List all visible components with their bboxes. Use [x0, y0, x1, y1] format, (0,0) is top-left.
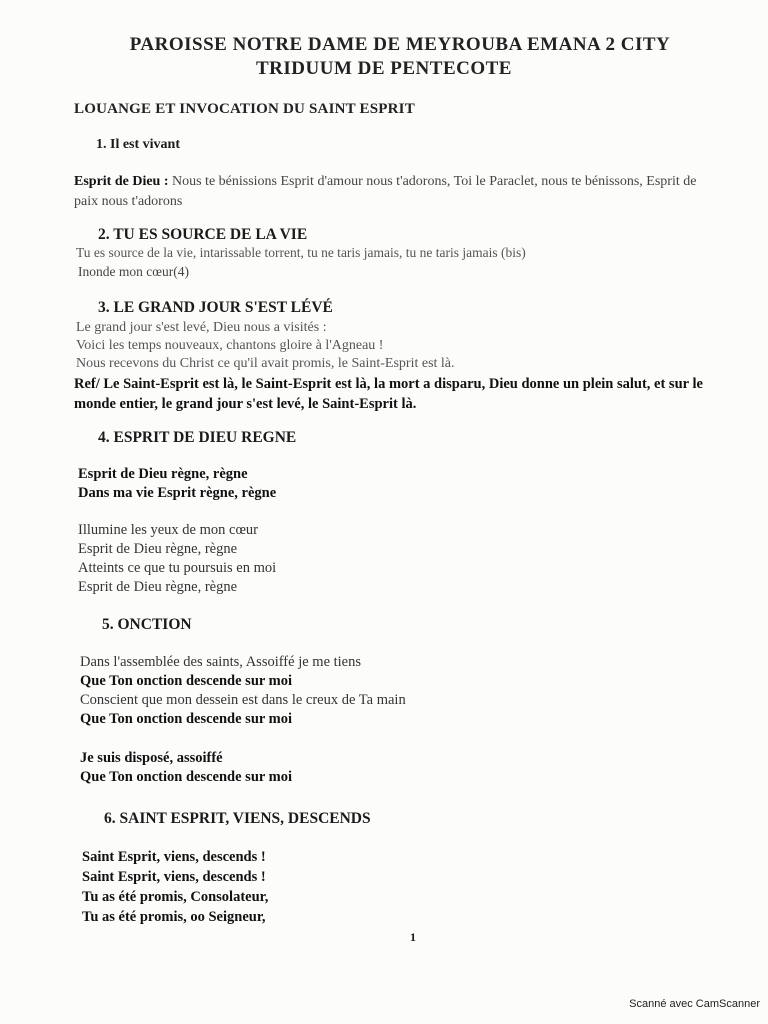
- song-2-line-1: Tu es source de la vie, intarissable torrent, tu ne taris jamais, tu ne taris jamais (bis): [76, 245, 526, 260]
- song-1-lead: Esprit de Dieu :: [74, 174, 169, 189]
- song-6-line-2: Saint Esprit, viens, descends !: [82, 869, 266, 885]
- song-6-line-3: Tu as été promis, Consolateur,: [82, 889, 269, 905]
- song-title-4: 4. ESPRIT DE DIEU REGNE: [98, 429, 297, 446]
- page-number: 1: [410, 930, 416, 944]
- song-4-line-1: Esprit de Dieu règne, règne: [78, 466, 248, 482]
- song-4-line-6: Esprit de Dieu règne, règne: [78, 579, 238, 595]
- song-title-5: 5. ONCTION: [102, 616, 192, 633]
- song-6-line-4: Tu as été promis, oo Seigneur,: [82, 909, 266, 925]
- song-5-line-5: Je suis disposé, assoiffé: [80, 750, 223, 766]
- parish-title: PAROISSE NOTRE DAME DE MEYROUBA EMANA 2 CITY: [129, 34, 671, 55]
- event-title: TRIDUUM DE PENTECOTE: [256, 58, 512, 79]
- song-5-line-6: Que Ton onction descende sur moi: [80, 769, 293, 785]
- song-5-line-3: Conscient que mon dessein est dans le creux de Ta main: [80, 692, 406, 708]
- song-title-1: 1. Il est vivant: [96, 137, 180, 152]
- song-title-3: 3. LE GRAND JOUR S'EST LÉVÉ: [98, 299, 333, 316]
- song-4-line-2: Dans ma vie Esprit règne, règne: [78, 485, 277, 501]
- song-title-6: 6. SAINT ESPRIT, VIENS, DESCENDS: [104, 810, 371, 827]
- song-title-2: 2. TU ES SOURCE DE LA VIE: [98, 226, 308, 243]
- song-3-refrain: Ref/ Le Saint-Esprit est là, le Saint-Esprit est là, la mort a disparu, Dieu donne un plein salut, et sur le monde entier, le grand jour s'est levé, le Saint-Esprit là.: [74, 376, 703, 412]
- song-1-paragraph: [74, 172, 724, 212]
- song-1-text: Nous te bénissions Esprit d'amour nous t'adorons, Toi le Paraclet, nous te bénissons, Esprit de paix nous t'adorons: [74, 174, 697, 209]
- section-title: LOUANGE ET INVOCATION DU SAINT ESPRIT: [74, 101, 415, 117]
- scanner-watermark: Scanné avec CamScanner: [629, 998, 760, 1010]
- song-6-line-1: Saint Esprit, viens, descends !: [82, 849, 266, 865]
- song-3-line-1: Le grand jour s'est levé, Dieu nous a visités :: [76, 320, 327, 335]
- song-5-line-4: Que Ton onction descende sur moi: [80, 711, 293, 727]
- song-4-line-3: Illumine les yeux de mon cœur: [78, 522, 258, 538]
- song-3-line-2: Voici les temps nouveaux, chantons gloire à l'Agneau !: [76, 338, 384, 353]
- song-5-line-1: Dans l'assemblée des saints, Assoiffé je me tiens: [80, 654, 362, 670]
- song-4-line-4: Esprit de Dieu règne, règne: [78, 541, 238, 557]
- song-5-line-2: Que Ton onction descende sur moi: [80, 673, 293, 689]
- song-4-line-5: Atteints ce que tu poursuis en moi: [78, 560, 277, 576]
- song-2-line-2: Inonde mon cœur(4): [78, 264, 189, 279]
- song-3-line-3: Nous recevons du Christ ce qu'il avait promis, le Saint-Esprit est là.: [76, 356, 455, 371]
